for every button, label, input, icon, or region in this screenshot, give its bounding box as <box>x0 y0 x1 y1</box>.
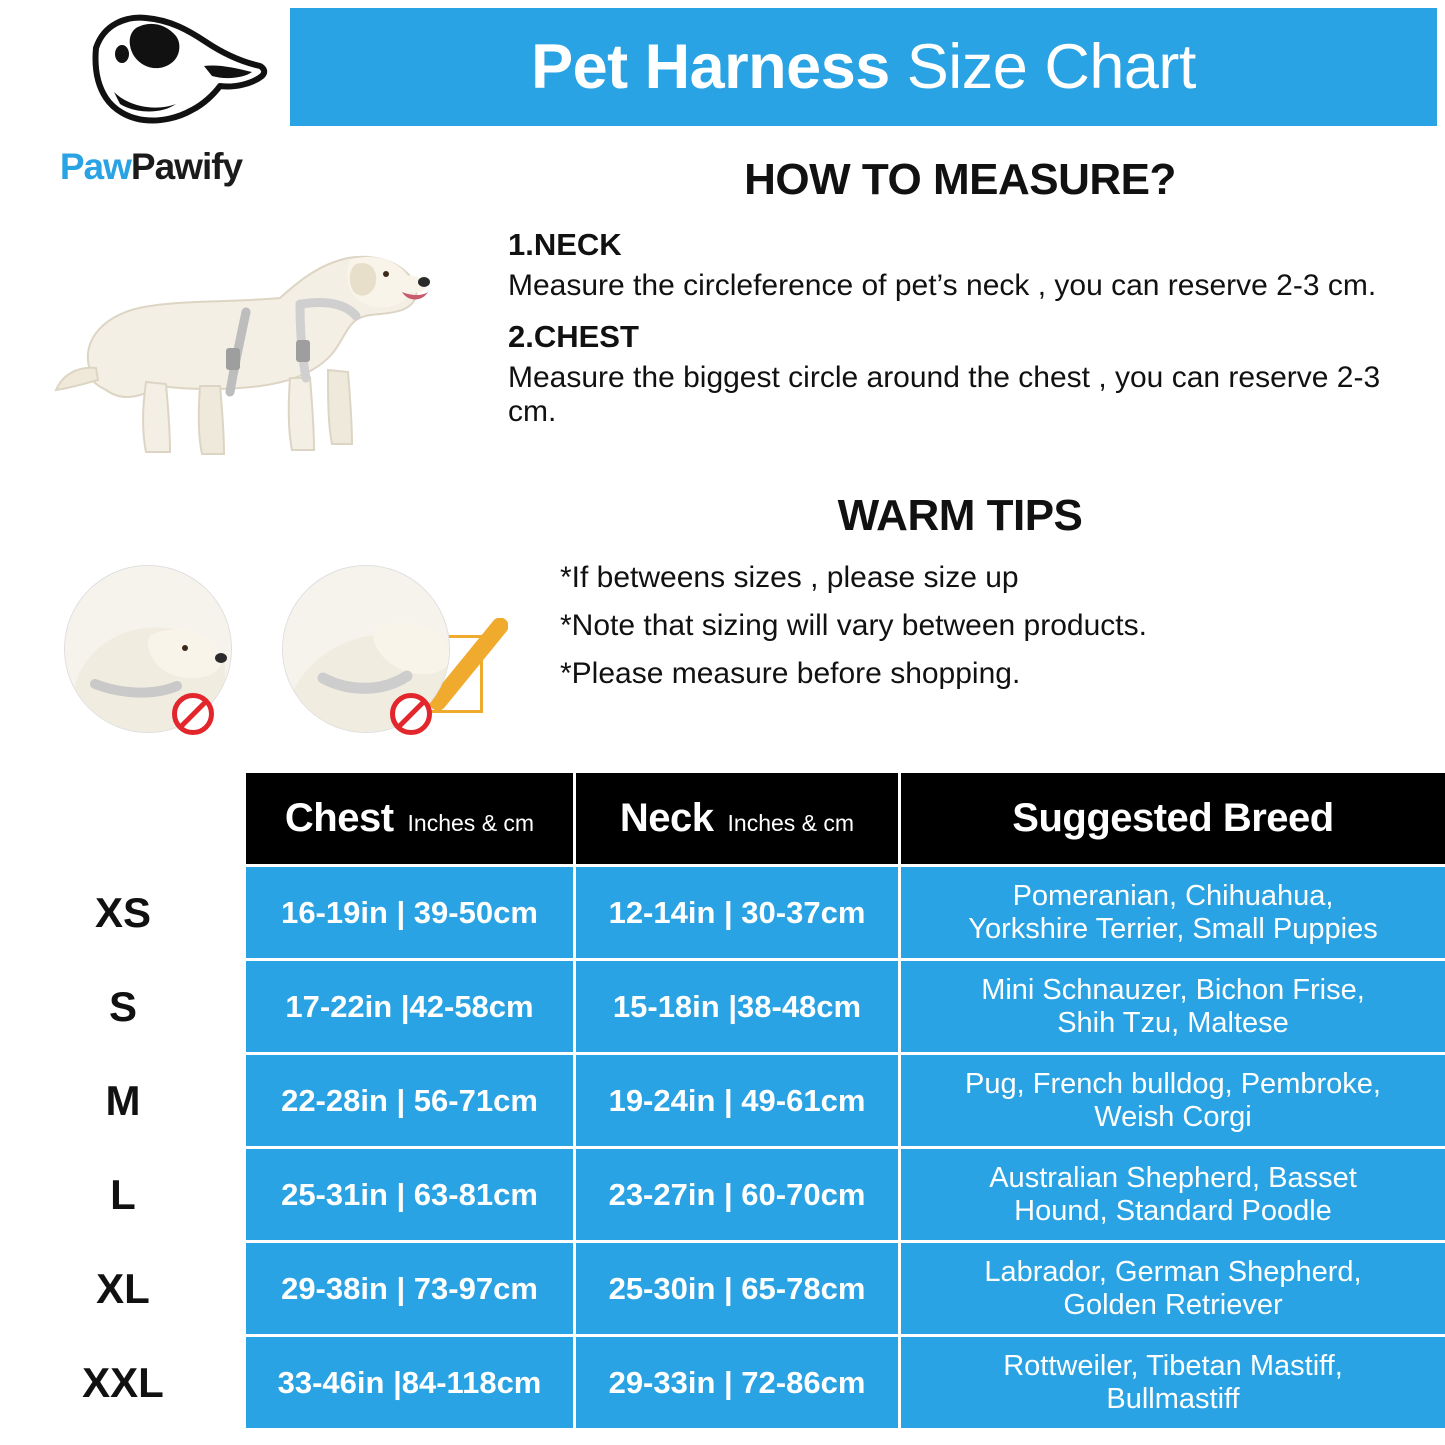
row-xs-breed-line2: Yorkshire Terrier, Small Puppies <box>968 912 1378 945</box>
row-xs-breed <box>900 866 1445 960</box>
prohibited-sign-icon-2 <box>390 693 432 735</box>
row-s-breed-line2: Shih Tzu, Maltese <box>1057 1006 1289 1039</box>
row-m-chest: 22-28in | 56-71cm <box>245 1054 575 1148</box>
row-xxl-chest: 33-46in |84-118cm <box>245 1336 575 1430</box>
how-to-measure-heading: HOW TO MEASURE? <box>744 155 1176 204</box>
header-breed-label: Suggested Breed <box>1012 796 1334 840</box>
row-xxl-breed-line1: Rottweiler, Tibetan Mastiff, <box>1003 1350 1343 1383</box>
row-xl-breed <box>900 1242 1445 1336</box>
step-2-title: 2.CHEST <box>508 319 639 354</box>
row-l-neck: 23-27in | 60-70cm <box>575 1148 900 1242</box>
row-m-neck: 19-24in | 49-61cm <box>575 1054 900 1148</box>
page-title-light: Size Chart <box>906 31 1196 102</box>
page-title <box>531 31 1196 102</box>
step-1-text: Measure the circleference of pet’s neck , you can reserve 2-3 cm. <box>508 269 1377 302</box>
row-xs-breed-line1: Pomeranian, Chihuahua, <box>1012 880 1334 913</box>
illustration-area <box>20 210 470 750</box>
tip-line-3: *Please measure before shopping. <box>560 657 1021 690</box>
row-l-size: L <box>2 1148 245 1242</box>
row-xl-neck: 25-30in | 65-78cm <box>575 1242 900 1336</box>
row-l-breed-line1: Australian Shepherd, Basset <box>989 1162 1357 1195</box>
dog-head-icon <box>84 14 269 136</box>
table-row <box>2 866 1445 960</box>
table-row <box>2 960 1445 1054</box>
brand-logo <box>12 8 284 198</box>
prohibited-sign-icon-1 <box>172 693 214 735</box>
row-xs-neck: 12-14in | 30-37cm <box>575 866 900 960</box>
row-xxl-breed <box>900 1336 1445 1430</box>
step-1-title: 1.NECK <box>508 227 622 262</box>
warm-tips-heading: WARM TIPS <box>837 491 1083 540</box>
row-xs-size: XS <box>2 866 245 960</box>
table-row <box>2 1336 1445 1430</box>
header-neck <box>575 772 900 866</box>
row-xs-chest: 16-19in | 39-50cm <box>245 866 575 960</box>
row-s-neck: 15-18in |38-48cm <box>575 960 900 1054</box>
row-s-size: S <box>2 960 245 1054</box>
header-chest-label: Chest <box>284 796 394 840</box>
header-chest-units: Inches & cm <box>407 810 535 836</box>
row-xl-size: XL <box>2 1242 245 1336</box>
instructions-block <box>490 155 1430 705</box>
table-row <box>2 1054 1445 1148</box>
tip-line-1: *If betweens sizes , please size up <box>560 561 1019 594</box>
table-row <box>2 1148 1445 1242</box>
row-m-breed-line1: Pug, French bulldog, Pembroke, <box>965 1068 1381 1101</box>
header-neck-label: Neck <box>619 796 714 840</box>
row-xl-breed-line1: Labrador, German Shepherd, <box>984 1256 1362 1289</box>
row-s-breed-line1: Mini Schnauzer, Bichon Frise, <box>981 974 1365 1007</box>
golden-retriever-photo <box>50 220 450 520</box>
row-l-breed-line2: Hound, Standard Poodle <box>1014 1194 1332 1227</box>
page-header <box>290 8 1437 126</box>
header-neck-units: Inches & cm <box>727 810 855 836</box>
page-title-bold: Pet Harness <box>531 31 907 102</box>
row-l-chest: 25-31in | 63-81cm <box>245 1148 575 1242</box>
brand-name <box>26 146 276 188</box>
brand-name-part1: Paw <box>59 146 131 187</box>
row-s-breed <box>900 960 1445 1054</box>
row-xxl-neck: 29-33in | 72-86cm <box>575 1336 900 1430</box>
row-xl-chest: 29-38in | 73-97cm <box>245 1242 575 1336</box>
row-m-size: M <box>2 1054 245 1148</box>
row-l-breed <box>900 1148 1445 1242</box>
header-size <box>2 772 245 866</box>
table-row <box>2 1242 1445 1336</box>
tip-line-2: *Note that sizing will vary between products. <box>560 609 1147 642</box>
row-xxl-size: XXL <box>2 1336 245 1430</box>
row-m-breed <box>900 1054 1445 1148</box>
row-m-breed-line2: Weish Corgi <box>1094 1100 1252 1133</box>
row-xxl-breed-line2: Bullmastiff <box>1106 1382 1240 1415</box>
header-breed <box>900 772 1445 866</box>
step-2-text: Measure the biggest circle around the chest , you can reserve 2-3 cm. <box>508 361 1381 428</box>
header-chest <box>245 772 575 866</box>
row-s-chest: 17-22in |42-58cm <box>245 960 575 1054</box>
size-table <box>0 770 1445 1431</box>
brand-name-part2: Pawify <box>130 146 243 187</box>
row-xl-breed-line2: Golden Retriever <box>1063 1288 1283 1321</box>
table-header-row <box>2 772 1445 866</box>
